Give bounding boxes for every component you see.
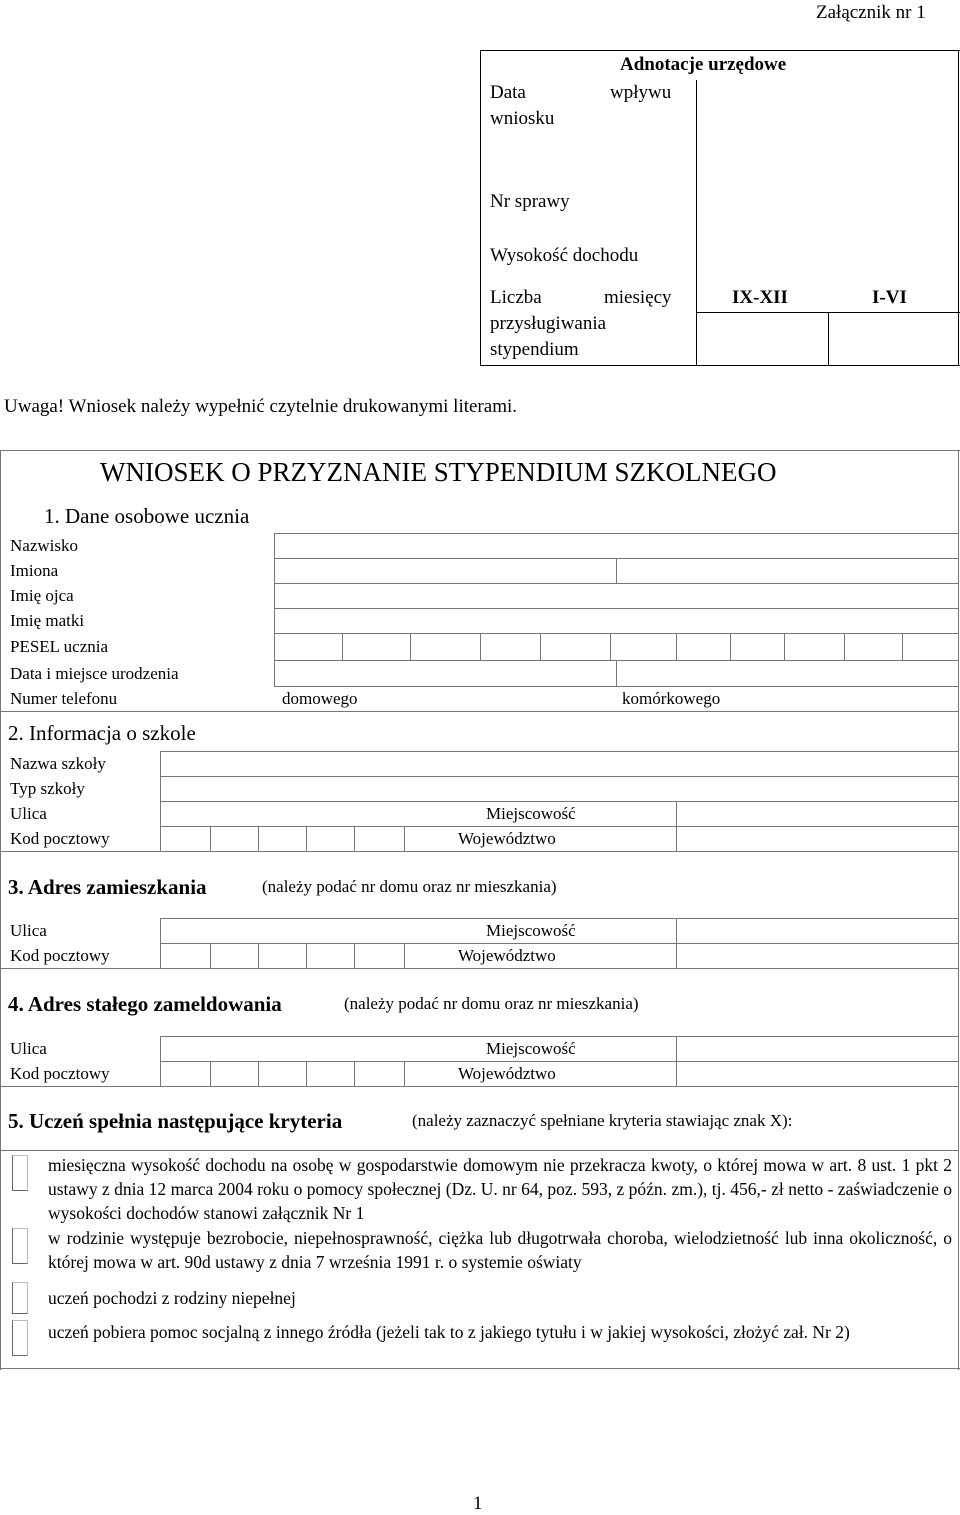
registered-province-label: Województwo [458, 1064, 556, 1083]
school-city-label: Miejscowość [486, 804, 576, 823]
criterion-1-text: miesięczna wysokość dochodu na osobę w gospodarstwie domowym nie przekracza kwoty, o której mowa w art. 8 ust. 1 pkt 2 ustawy z dnia 12 marca 2004 roku o pomocy społecznej (Dz. U. nr 64, poz. 593, z późn. zm.), tj. 456,- zł netto - zaświadczenie o wysokości dochodów stanowi załącznik Nr 1 [48, 1155, 952, 1223]
months-label-1a: Liczba [490, 287, 542, 308]
registered-postcode-label: Kod pocztowy [10, 1064, 110, 1083]
school-type-field[interactable] [162, 777, 956, 800]
section4-heading: 4. Adres stałego zameldowania [8, 992, 282, 1016]
residence-postcode-label: Kod pocztowy [10, 946, 110, 965]
date-label-2: wpływu [610, 82, 672, 103]
school-street-label: Ulica [10, 804, 47, 823]
school-type-label: Typ szkoły [10, 779, 85, 798]
phone-label: Numer telefonu [10, 689, 118, 708]
names-label: Imiona [10, 561, 59, 580]
birth-label: Data i miejsce urodzenia [10, 664, 179, 683]
criterion-3-text: uczeń pochodzi z rodziny niepełnej [48, 1288, 296, 1308]
residence-street-label: Ulica [10, 921, 47, 940]
residence-city-label: Miejscowość [486, 921, 576, 940]
case-number-label: Nr sprawy [490, 191, 570, 212]
criterion-4-checkbox[interactable] [12, 1320, 28, 1356]
father-name-label: Imię ojca [10, 586, 74, 605]
residence-province-label: Województwo [458, 946, 556, 965]
income-label: Wysokość dochodu [490, 245, 639, 266]
period-ix-xii: IX-XII [732, 287, 788, 308]
criterion-2-checkbox[interactable] [12, 1228, 28, 1264]
date-label-3: wniosku [490, 108, 555, 129]
school-province-label: Województwo [458, 829, 556, 848]
months-label-3: stypendium [490, 339, 579, 360]
criterion-4-text: uczeń pobiera pomoc socjalną z innego źródła (jeżeli tak to z jakiego tytułu i w jakiej wysokości, złożyć zał. Nr 2) [48, 1322, 850, 1342]
period-i-vi: I-VI [872, 287, 907, 308]
section1-heading: 1. Dane osobowe ucznia [44, 504, 250, 528]
section4-note: (należy podać nr domu oraz nr mieszkania) [344, 994, 639, 1013]
date-label-1: Data [490, 82, 526, 103]
school-postcode-label: Kod pocztowy [10, 829, 110, 848]
father-name-field[interactable] [276, 584, 956, 607]
criteria-top-rule [0, 1150, 958, 1151]
months-label-2: przysługiwania [490, 313, 607, 334]
months-label-1b: miesięcy [604, 287, 672, 308]
surname-field[interactable] [276, 534, 956, 557]
school-name-label: Nazwa szkoły [10, 754, 106, 773]
names-field[interactable] [276, 559, 956, 582]
section3-heading: 3. Adres zamieszkania [8, 875, 207, 899]
form-title: WNIOSEK O PRZYZNANIE STYPENDIUM SZKOLNEGO [100, 457, 777, 487]
birth-field[interactable] [276, 661, 956, 685]
annex-label: Załącznik nr 1 [816, 2, 926, 23]
registered-street-label: Ulica [10, 1039, 47, 1058]
criterion-3-checkbox[interactable] [12, 1282, 28, 1314]
note-text: Uwaga! Wniosek należy wypełnić czytelnie drukowanymi literami. [4, 396, 517, 417]
criterion-1-checkbox[interactable] [12, 1155, 28, 1191]
page-number: 1 [473, 1493, 483, 1514]
mother-name-label: Imię matki [10, 611, 85, 630]
mobile-phone-label: komórkowego [622, 689, 721, 708]
school-name-field[interactable] [162, 752, 956, 775]
section2-heading: 2. Informacja o szkole [8, 721, 196, 745]
surname-label: Nazwisko [10, 536, 78, 555]
registered-city-label: Miejscowość [486, 1039, 576, 1058]
section5-note: (należy zaznaczyć spełniane kryteria stawiając znak X): [412, 1111, 793, 1130]
pesel-field[interactable] [276, 634, 956, 659]
section5-heading: 5. Uczeń spełnia następujące kryteria [8, 1109, 343, 1133]
official-title: Adnotacje urzędowe [620, 54, 787, 75]
mother-name-field[interactable] [276, 609, 956, 632]
pesel-label: PESEL ucznia [10, 637, 109, 656]
section3-note: (należy podać nr domu oraz nr mieszkania) [262, 877, 557, 896]
criterion-2-text: w rodzinie występuje bezrobocie, niepełnosprawność, ciężka lub długotrwała choroba, wielodzietność lub inna okoliczność, o której mowa w art. 90d ustawy z dnia 7 września 1991 r. o systemie oświaty [48, 1228, 952, 1272]
home-phone-label: domowego [282, 689, 358, 708]
